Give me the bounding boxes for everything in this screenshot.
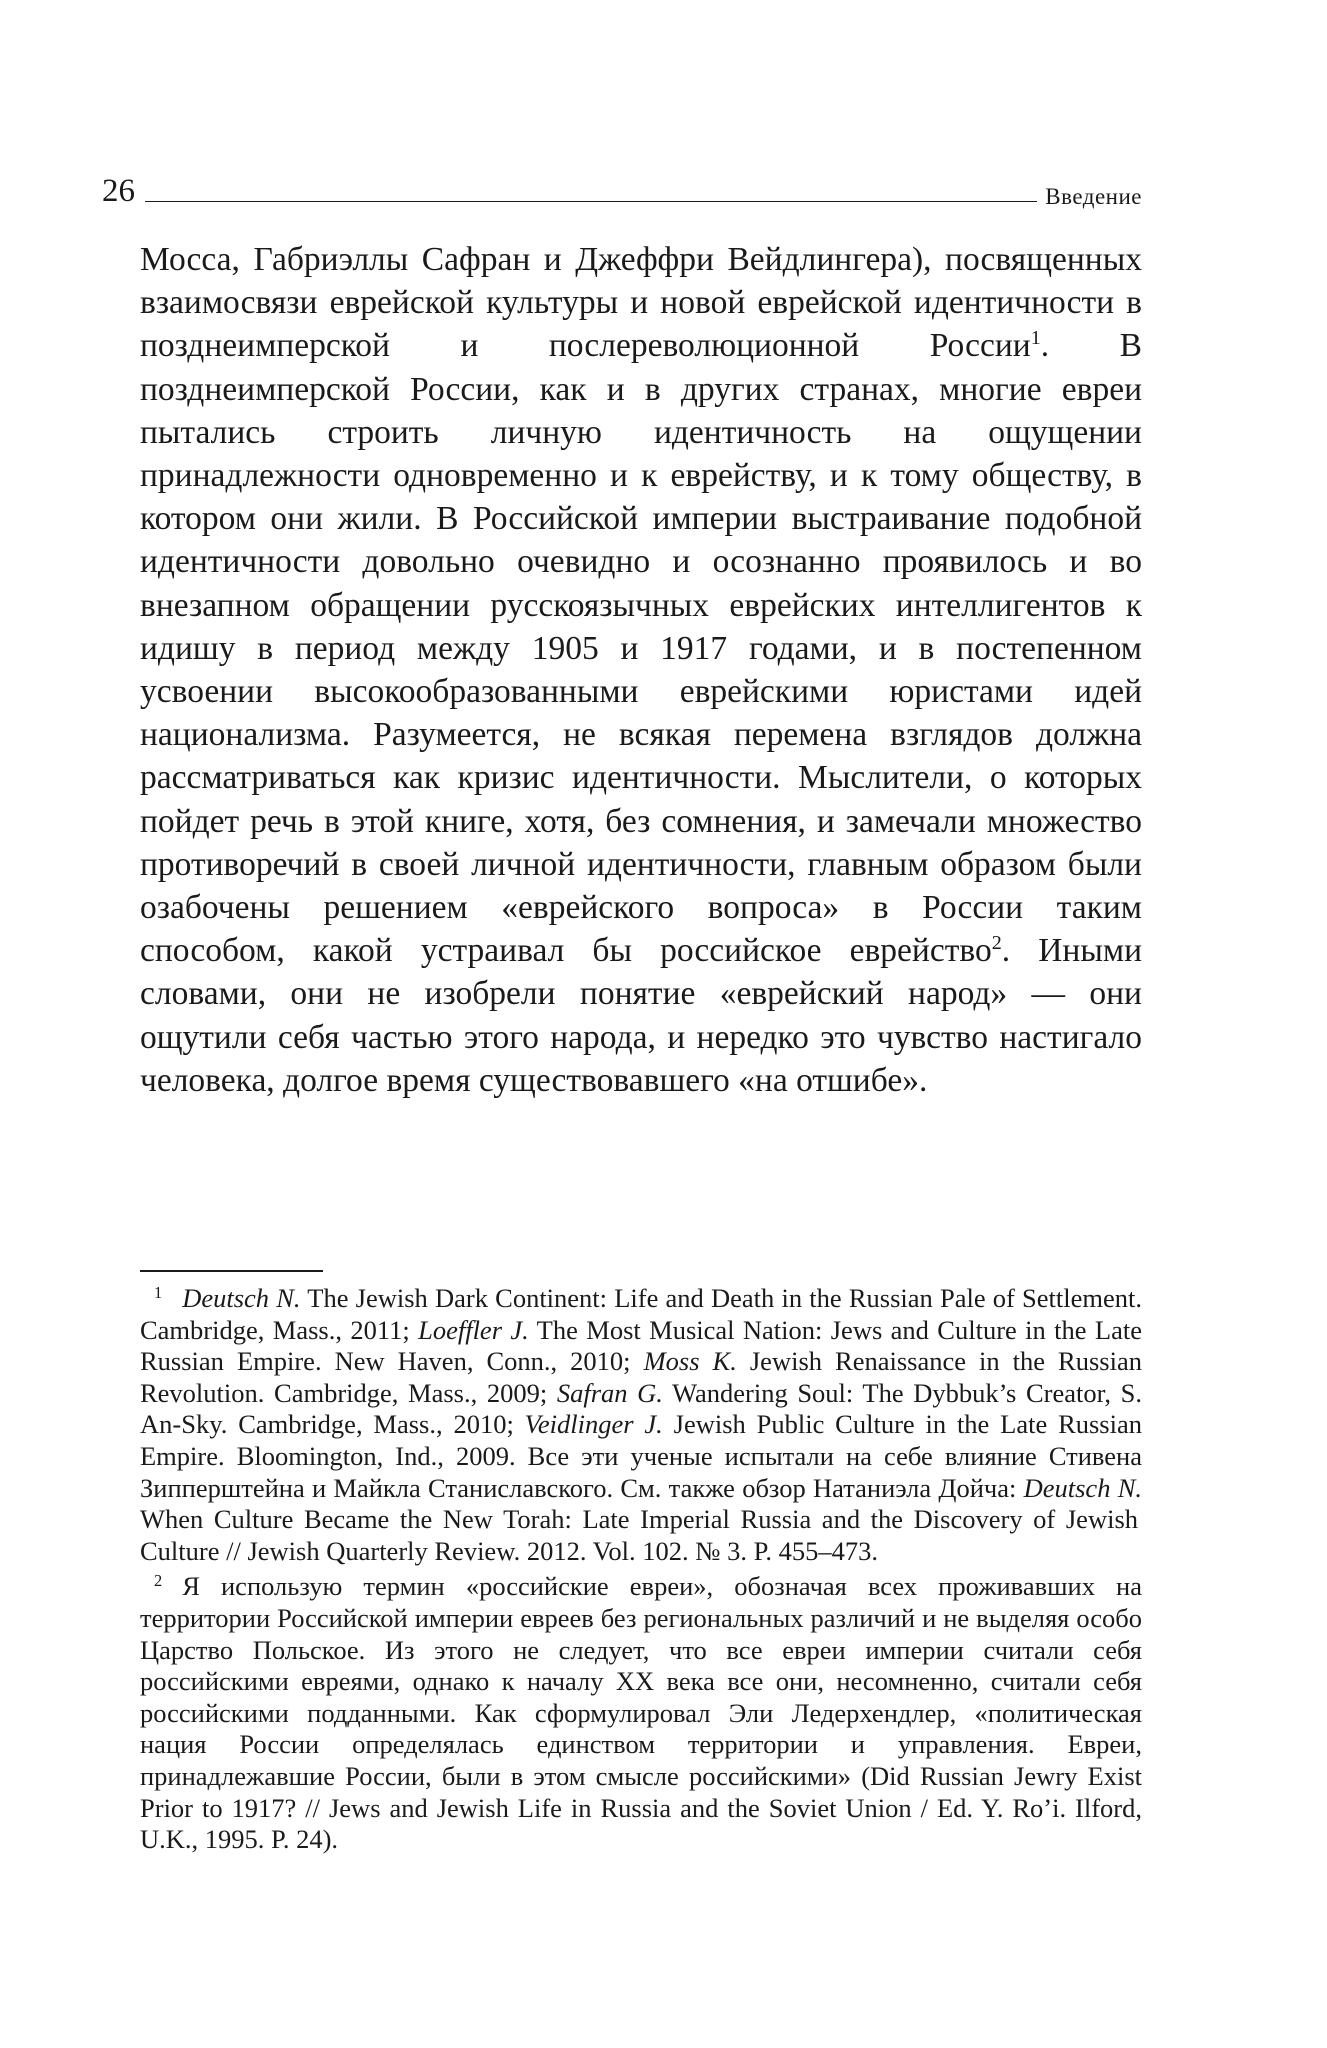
author-name: Moss K. (643, 1346, 737, 1377)
footnote-2 (140, 1571, 1142, 1855)
author-name: Safran G. (556, 1377, 663, 1408)
header-rule (145, 201, 1037, 202)
citation-text: Jewish Renaissance in the Russian Revolution. Cambridge, Mass., 2009; (140, 1346, 1142, 1408)
footnote-separator (140, 1270, 323, 1272)
citation-text: When Culture Became the New Torah: Late Imperial Russia and the Discovery of Jewish Culture // Jewish Quarterly Review. 2012. Vol. 102. № 3. P. 455–473. (140, 1504, 1139, 1566)
paragraph-text-part-3: . Иными словами, они не изобрели понятие «еврейский народ» — они ощутили себя частью этого народа, и нередко это чувство настигало человека, долгое время существовавшего «на отшибе». (140, 932, 1142, 1099)
footnotes (140, 1283, 1142, 1860)
author-name: Veidlinger J. (524, 1409, 663, 1440)
paragraph-text-part-1: Мосса, Габриэллы Сафран и Джеффри Вейдлингера), посвященных взаимосвязи еврейской культуры и новой еврейской идентичности в позднеимперской и послереволюционной России (140, 241, 1142, 365)
author-name: Deutsch N. (182, 1283, 301, 1313)
page-header (102, 168, 1142, 208)
citation-text: The Most Musical Nation: Jews and Culture in the Late Russian Empire. New Haven, Conn., 2010; (140, 1314, 1142, 1377)
footnote-reference-1[interactable]: 1 (1030, 327, 1041, 350)
author-name: Deutsch N. (1023, 1472, 1143, 1503)
footnote-1 (140, 1283, 1142, 1567)
footnote-text: Я использую термин «российские евреи», обозначая всех проживавших на территории Российской империи евреев без региональных различий и не выделяя особо Царство Польское. Из этого не следует, что все евреи империи считали себя российскими евреями, однако к началу XX века все они, несомненно, считали себя российскими подданными. Как сформулировал Эли Ледерхендлер, «политическая нация России определялась единством территории и управления. Евреи, принадлежавшие России, были в этом смысле российскими» (Did Russian Jewry Exist Prior to 1917? // Jews and Jewish Life in Russia and the Soviet Union / Ed. Y. Ro’i. Ilford, U.K., 1995. P. 24). (140, 1571, 1142, 1855)
main-paragraph (140, 238, 1142, 1102)
section-title: Введение (1045, 184, 1142, 209)
footnote-number: 1 (154, 1282, 163, 1302)
citation-text: Wandering Soul: The Dybbuk’s Creator, S. An-Sky. Cambridge, Mass., 2010; (140, 1377, 1142, 1440)
paragraph-text-part-2: . В позднеимперской России, как и в других странах, многие евреи пытались строить личную идентичность на ощущении принадлежности одновременно и к еврейству, и к тому обществу, в котором они жили. В Российской империи выстраивание подобной идентичности довольно очевидно и осознанно проявилось и во внезапном обращении русскоязычных еврейских интеллигентов к идишу в период между 1905 и 1917 годами, и в постепенном усвоении высокообразованными еврейскими юристами идей национализма. Разумеется, не всякая перемена взглядов должна рассматриваться как кризис идентичности. Мыслители, о которых пойдет речь в этой книге, хотя, без сомнения, и замечали множество противоречий в своей личной идентичности, главным образом были озабочены решением «еврейского вопроса» в России таким способом, какой устраивал бы российское еврейство (140, 327, 1142, 970)
citation-text: The Jewish Dark Continent: Life and Death in the Russian Pale of Settlement. Cambridge, Mass., 2011; (140, 1283, 1142, 1345)
page-number: 26 (102, 173, 135, 209)
footnote-reference-2[interactable]: 2 (991, 932, 1002, 955)
footnote-number: 2 (154, 1571, 163, 1591)
citation-text: Jewish Public Culture in the Late Russian Empire. Bloomington, Ind., 2009. Все эти ученые испытали на себе влияние Стивена Зипперштейна и Майкла Станиславского. См. также обзор Натаниэла Дойча: (140, 1409, 1142, 1503)
author-name: Loeffler J. (418, 1314, 529, 1345)
